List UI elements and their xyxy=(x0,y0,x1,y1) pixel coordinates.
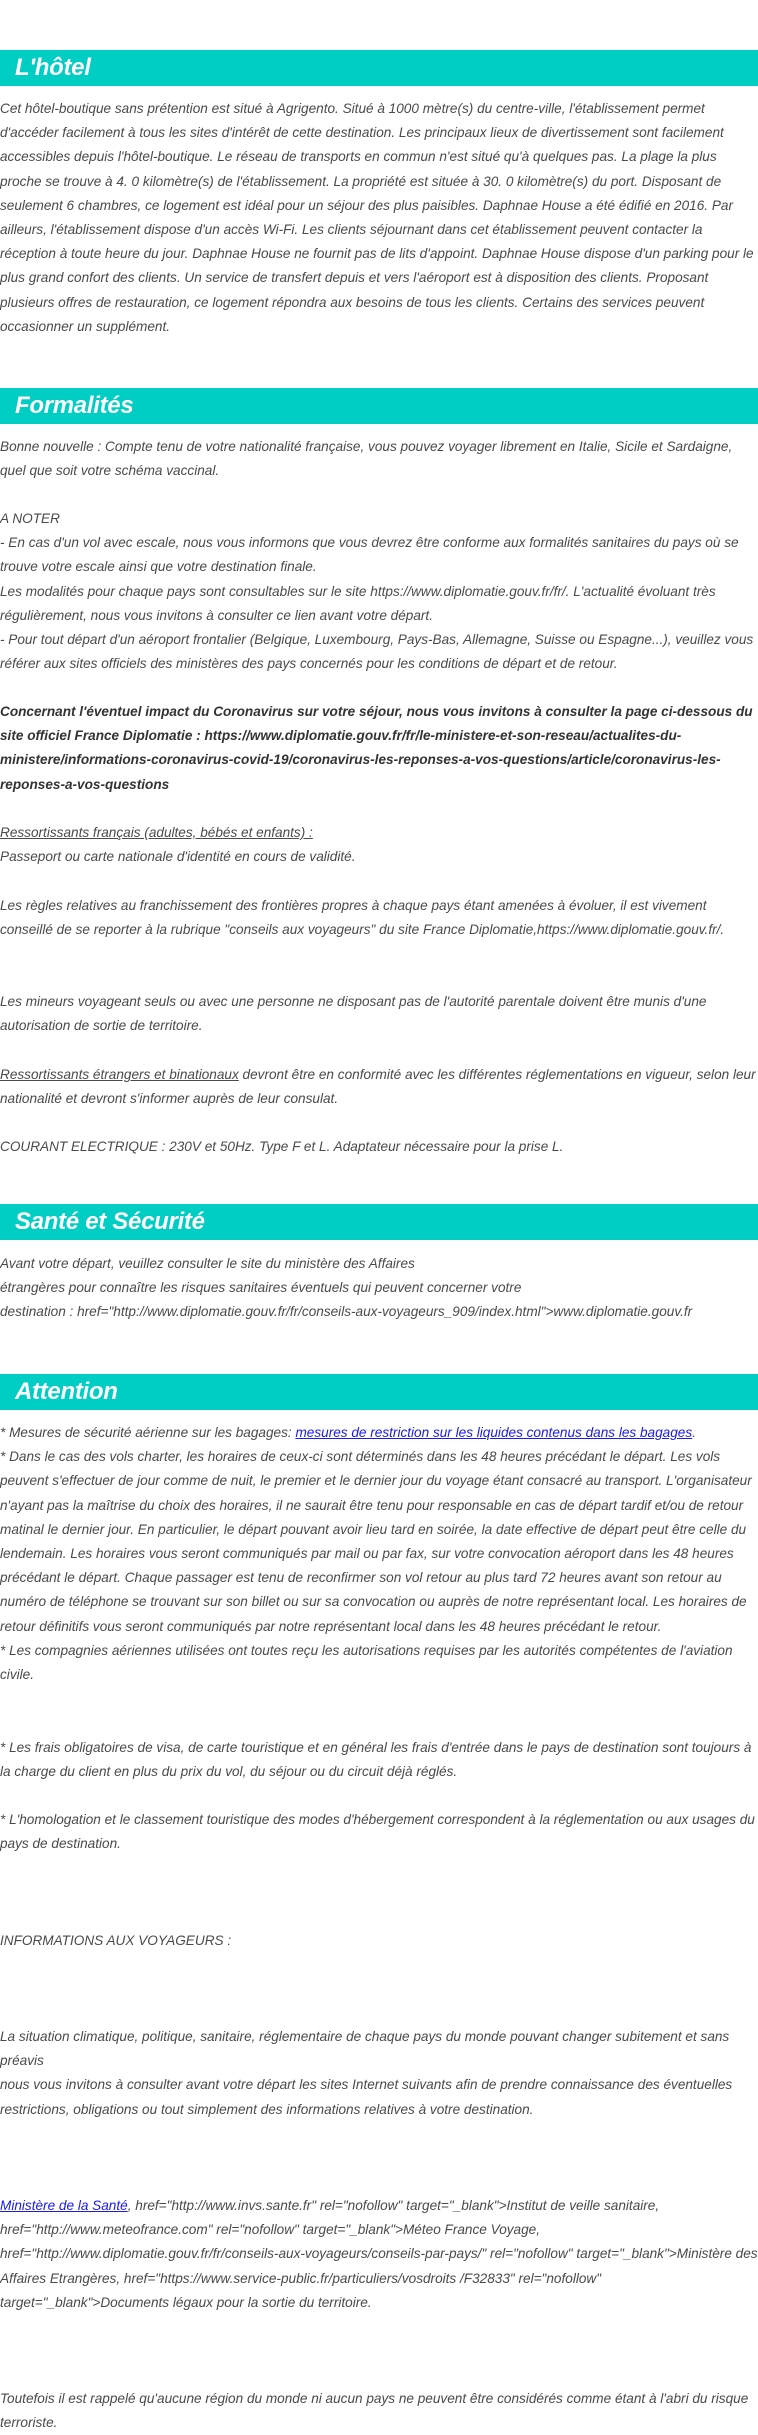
sante-line: destination : href="http://www.diplomatie.gouv.fr/fr/conseils-aux-voyageurs_909/index.html">www.diplomatie.gouv.fr xyxy=(0,1304,693,1320)
sites-block xyxy=(0,2194,758,2315)
situation-text: La situation climatique, politique, sanitaire, réglementaire de chaque pays du monde pouvant changer subitement et sans préavis xyxy=(0,2029,730,2069)
hotel-description xyxy=(0,97,758,339)
ministere-sante-link[interactable]: Ministère de la Santé xyxy=(0,2198,128,2213)
attention-charter: * Dans le cas des vols charter, les horaires de ceux-ci sont déterminés dans les 48 heures précédant le départ. Les vols peuvent s'effectuer de jour comme de nuit, le premier et le dernier jour du voyage étant consacré au transport. L'organisateur n'ayant pas la maîtrise du choix des horaires, il ne saurait être tenu pour responsable en cas de départ tardif et/ou de retour matinal le dernier jour. En particulier, le départ pouvant avoir lieu tard en soirée, la date effective de départ peut être celle du lendemain. Les horaires vous seront communiqués par mail ou par fax, sur votre convocation aéroport dans les 48 heures précédant le départ. Chaque passager est tenu de reconfirmer son vol retour au plus tard 72 heures avant son retour au numéro de téléphone se trouvant sur son billet ou sur sa convocation ou auprès de notre représentant local. Les horaires de retour définitifs vous seront communiqués par notre représentant local dans les 48 heures précédant le retour. xyxy=(0,1449,752,1634)
section-title-formalites: Formalités xyxy=(0,388,758,424)
attention-content xyxy=(0,1421,758,1687)
a-noter-item: - En cas d'un vol avec escale, nous vous informons que vous devrez être conforme aux formalités sanitaires du pays où se trouve votre escale ainsi que votre destination finale. xyxy=(0,535,739,575)
formalites-covid xyxy=(0,700,758,797)
infos-voyageurs-block xyxy=(0,1929,758,1953)
securite-suffix: . xyxy=(692,1425,696,1440)
a-noter-item: Les modalités pour chaque pays sont consultables sur le site https://www.diplomatie.gouv.fr/fr/. L'actualité évoluant très régulièrement, nous vous invitons à consulter ce lien avant votre départ. xyxy=(0,583,716,623)
attention-frais-block xyxy=(0,1736,758,1784)
formalites-regles xyxy=(0,894,758,942)
courant-text: COURANT ELECTRIQUE : 230V et 50Hz. Type F et L. Adaptateur nécessaire pour la prise L. xyxy=(0,1139,564,1154)
infos-voyageurs-title: INFORMATIONS AUX VOYAGEURS : xyxy=(0,1933,232,1948)
section-title-attention: Attention xyxy=(0,1374,758,1410)
securite-prefix: * Mesures de sécurité aérienne sur les bagages: xyxy=(0,1425,296,1440)
etrangers-title: Ressortissants étrangers et binationaux xyxy=(0,1067,239,1082)
ressortissants-fr-text: Passeport ou carte nationale d'identité en cours de validité. xyxy=(0,849,356,865)
formalites-ressortissants-fr xyxy=(0,821,758,869)
ressortissants-fr-title: Ressortissants français (adultes, bébés et enfants) : xyxy=(0,825,313,840)
section-title-hotel: L'hôtel xyxy=(0,50,758,86)
sante-line: Avant votre départ, veuillez consulter le site du ministère des Affaires xyxy=(0,1256,415,1271)
situation-text: nous vous invitons à consulter avant votre départ les sites Internet suivants afin de prendre connaissance des éventuelles restrictions, obligations ou tout simplement des informations relatives à votre destination. xyxy=(0,2077,733,2117)
sante-line: étrangères pour connaître les risques sanitaires éventuels qui peuvent concerner votre xyxy=(0,1280,522,1296)
formalites-mineurs xyxy=(0,990,758,1038)
formalites-nouvelle: Bonne nouvelle : Compte tenu de votre nationalité française, vous pouvez voyager librement en Italie, Sicile et Sardaigne, quel que soit votre schéma vaccinal. xyxy=(0,439,733,479)
formalites-a-noter xyxy=(0,507,758,676)
attention-compagnies: * Les compagnies aériennes utilisées ont toutes reçu les autorisations requises par les autorités compétentes de l'aviation civile. xyxy=(0,1642,733,1683)
sante-content xyxy=(0,1252,758,1325)
formalites-courant xyxy=(0,1135,758,1159)
terrorisme-block xyxy=(0,2387,758,2435)
formalites-content xyxy=(0,435,758,483)
liquids-restriction-link[interactable]: mesures de restriction sur les liquides contenus dans les bagages xyxy=(295,1425,693,1440)
sites-links-text: , href="http://www.invs.sante.fr" rel="nofollow" target="_blank">Institut de veille sanitaire, href="http://www.meteofrance.com" rel="nofollow" target="_blank">Méteo France Voyage, href="http://www.diplomatie.gouv.fr/fr/conseils-aux-voyageurs/conseils-par-pays/" rel="nofollow" target="_blank">Ministère des Affaires Etrangères, href="https://www.service-public.fr/particuliers/vosdroits /F32833" rel="nofollow" target="_blank">Documents légaux pour la sortie du territoire. xyxy=(0,2198,758,2310)
etrangers-text: devront être en conformité avec les différentes réglementations en vigueur, selon leur nationalité et devront s'informer auprès de leur consulat. xyxy=(0,1067,756,1107)
a-noter-title: A NOTER xyxy=(0,511,60,526)
terrorisme-text: Toutefois il est rappelé qu'aucune région du monde ni aucun pays ne peuvent être considérés comme étant à l'abri du risque terroriste. xyxy=(0,2391,749,2431)
covid-notice: Concernant l'éventuel impact du Coronavirus sur votre séjour, nous vous invitons à consulter la page ci-dessous du site officiel France Diplomatie : https://www.diplomatie.gouv.fr/fr/le-ministere-et-son-reseau/actualites-du-ministere/informations-coronavirus-covid-19/coronavirus-les-reponses-a-vos-questions/article/coronavirus-les-reponses-a-vos-questions xyxy=(0,704,753,792)
hotel-paragraph: Cet hôtel-boutique sans prétention est situé à Agrigento. Situé à 1000 mètre(s) du centre-ville, l'établissement permet d'accéder facilement à tous les sites d'intérêt de cette destination. Les principaux lieux de divertissement sont facilement accessibles depuis l'hôtel-boutique. Le réseau de transports en commun n'est situé qu'à quelques pas. La plage la plus proche se trouve à 4. 0 kilomètre(s) de l'établissement. La propriété est située à 30. 0 kilomètre(s) du port. Disposant de seulement 6 chambres, ce logement est idéal pour un séjour des plus paisibles. Daphnae House a été édifié en 2016. Par ailleurs, l'établissement dispose d'un accès Wi-Fi. Les clients séjournant dans cet établissement peuvent contacter la réception à toute heure du jour. Daphnae House ne fournit pas de lits d'appoint. Daphnae House dispose d'un parking pour le plus grand confort des clients. Un service de transfert depuis et vers l'aéroport est à disposition des clients. Proposant plusieurs offres de restauration, ce logement répondra aux besoins de tous les clients. Certains des services peuvent occasionner un supplément. xyxy=(0,101,754,334)
sites-text xyxy=(0,2194,758,2315)
section-title-sante: Santé et Sécurité xyxy=(0,1204,758,1240)
attention-homologation: * L'homologation et le classement touristique des modes d'hébergement correspondent à la réglementation ou aux usages du pays de destination. xyxy=(0,1812,755,1852)
attention-frais: * Les frais obligatoires de visa, de carte touristique et en général les frais d'entrée dans le pays de destination sont toujours à la charge du client en plus du prix du vol, du séjour ou du circuit déjà réglés. xyxy=(0,1740,752,1780)
mineurs-text: Les mineurs voyageant seuls ou avec une personne ne disposant pas de l'autorité parentale doivent être munis d'une autorisation de sortie de territoire. xyxy=(0,994,707,1034)
attention-securite xyxy=(0,1421,758,1445)
situation-block xyxy=(0,2025,758,2122)
a-noter-item: - Pour tout départ d'un aéroport frontalier (Belgique, Luxembourg, Pays-Bas, Allemagne, Suisse ou Espagne...), veuillez vous référer aux sites officiels des ministères des pays concernés pour les conditions de départ et de retour. xyxy=(0,632,754,672)
formalites-etrangers xyxy=(0,1063,758,1111)
regles-text: Les règles relatives au franchissement des frontières propres à chaque pays étant amenées à évoluer, il est vivement conseillé de se reporter à la rubrique "conseils aux voyageurs" du site France Diplomatie,https://www.diplomatie.gouv.fr/. xyxy=(0,898,725,938)
attention-homologation-block xyxy=(0,1808,758,1856)
